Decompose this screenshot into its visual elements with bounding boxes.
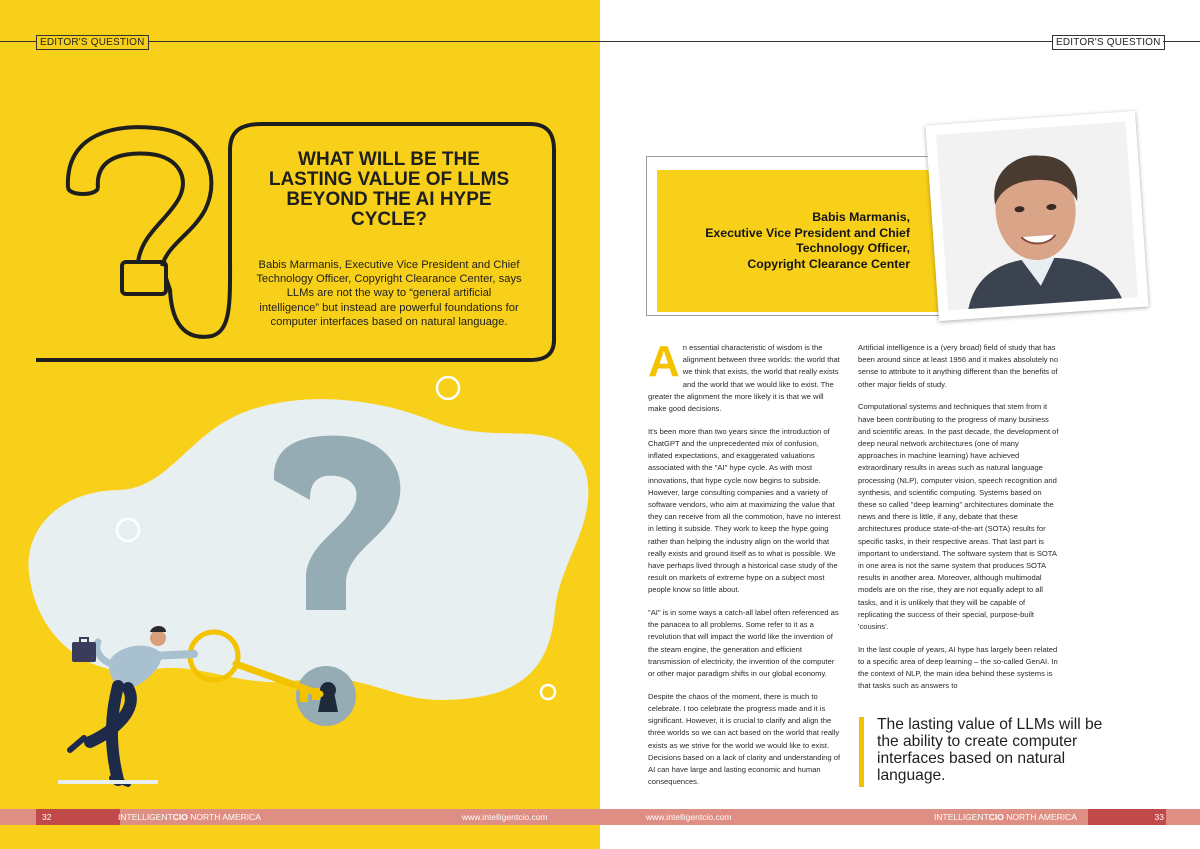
footer-brand-left: INTELLIGENTCIO NORTH AMERICA (118, 812, 261, 822)
author-company: Copyright Clearance Center (747, 256, 910, 271)
body-paragraph: "AI" is in some ways a catch-all label often referenced as the panacea to all problems. Some refer to it as a revolution that will impact the world like the invention of the steam engine, the generation and efficient transmission of electricity, the invention of the computer or other major paradigm shifts in our global economy. (648, 608, 839, 679)
body-paragraph: Computational systems and techniques that stem from it have been contributing to the progress of many business and scientific areas. In the past decade, the development of deep neural network architectures (one of many approaches in machine learning) have achieved extraordinary results in areas such as natural language processing (NLP), computer vision, speech recognition and synthesis, and scientific computing. Systems based on these so called "deep learning" architectures dominate the news and there is little, if any, debate that these architectures produce state-of-the-art (SOTA) results for specific tasks, in their respective areas. That last part is important to understand. The software system that is SOTA in one area is not the same system that produces SOTA results in another area. Moreover, although multimodal models are on the rise, they are not equally adept to all tasks, and it is unlikely that they will be capable of replicating the success of their special, purpose-built 'cousins'. (858, 402, 1059, 631)
article-headline: WHAT WILL BE THE LASTING VALUE OF LLMS BEYOND THE AI HYPE CYCLE? (268, 149, 510, 230)
body-paragraph: It's been more than two years since the introduction of ChatGPT and the unprecedented mix of confusion, inflated expectations, and exaggerated valuations associated with the "AI" hype cycle. As with most innovations, that hype cycle now begins to subside. However, large consulting companies and a variety of software vendors, who aim at maximizing the value that they can receive from all the commotion, have no interest in letting it subside. They work to keep the hype going rather than helping the industry align on the world that really exists and ground itself as to what is possible. We have perhaps lived through a historical case study of the result on markets of extreme hype on a subject most people know so little about. (648, 426, 841, 595)
pull-quote-bar (859, 717, 864, 787)
author-portrait (925, 111, 1148, 321)
body-column-1: An essential characteristic of wisdom is the alignment between three worlds: the world that we think that exists, the world that really exists and the world that we would like to exist. The greater the alignment the more likely it is that we will make good decisions. It's been more than two years since the introduction of ChatGPT and the unprecedented mix of confusion, inflated expectations, and exaggerated valuations associated with the "AI" hype cycle. As with most innovations, that hype cycle now begins to subside. However, large consulting companies and a variety of software vendors, who aim at maximizing the value that they can receive from all the commotion, have no interest in letting it subside. They work to keep the hype going rather than helping the industry align on the world that really exists and ground itself as to what is possible. We have perhaps lived through a historical case study of the result on markets of extreme hype on a subject most people know so little about. "AI" is in some ways a catch-all label often referenced as the panacea to all problems. Some refer to it as a revolution that will impact the world like the invention of the steam engine, the generation and efficient transmission of electricity, the invention of the computer or other major paradigm shifts in our global economy. Despite the chaos of the moment, there is much to celebrate. I too celebrate the progress made and it is significant. However, it is crucial to clarify and align the three worlds so we can act based on the world that really exists as we strive for the world we would like to exist. Decisions based on a lack of clarity and understanding of AI can have large and lasting economic and human consequences. (648, 342, 842, 799)
body-paragraph: Artificial intelligence is a (very broad) field of study that has been around since at least 1956 and it makes absolutely no sense to attribute to it anything different than the benefits of other major fields of study. (858, 343, 1059, 389)
header-rule (1163, 41, 1200, 42)
circle-icon (541, 685, 555, 699)
section-tag: EDITOR'S QUESTION (1052, 35, 1165, 50)
footer-url-right[interactable]: www.intelligentcio.com (646, 812, 732, 822)
footer-url-left[interactable]: www.intelligentcio.com (462, 812, 548, 822)
body-column-2 (858, 342, 1060, 703)
article-standfirst: Babis Marmanis, Executive Vice President and Chief Technology Officer, Copyright Clearance Center, says LLMs are not the way to “general artificial intelligence” but instead are powerful foundations for computer interfaces based on natural language. (256, 259, 522, 328)
author-name: Babis Marmanis, (812, 210, 910, 224)
body-paragraph: In the last couple of years, AI hype has largely been related to a specific area of deep learning – the so-called GenAI. In the context of NLP, the main idea behind these systems is that tasks such as answers to (858, 644, 1058, 691)
circle-icon (437, 377, 459, 399)
page-number-left: 32 (36, 809, 120, 825)
footer-brand-right: INTELLIGENTCIO NORTH AMERICA (934, 812, 1077, 822)
dropcap: A (648, 337, 680, 386)
portrait-image (925, 111, 1148, 321)
pull-quote: The lasting value of LLMs will be the ability to create computer interfaces based on natural language. (877, 716, 1103, 784)
briefcase-icon (72, 642, 96, 662)
section-tag: EDITOR'S QUESTION (36, 35, 149, 50)
author-role: Executive Vice President and Chief Technology Officer, (705, 225, 910, 256)
illustration (0, 370, 600, 810)
header-rule (600, 41, 1052, 42)
author-bio (676, 210, 910, 272)
page-number-right: 33 (1088, 809, 1166, 825)
body-paragraph: Despite the chaos of the moment, there is much to celebrate. I too celebrate the progress made and it is significant. However, it is crucial to clarify and align the three worlds so we can act based on the world that really exists as we strive for the world we would like to exist. Decisions based on a lack of clarity and understanding of AI can have large and lasting economic and human consequences. (648, 691, 841, 787)
